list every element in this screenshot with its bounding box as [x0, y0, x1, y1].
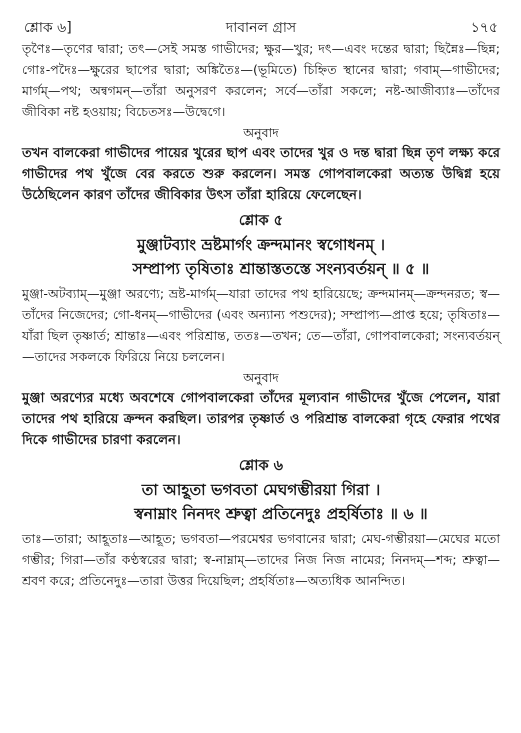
page-header [22, 12, 500, 38]
verse-5-line-2: সম্প্রাপ্য তৃষিতাঃ শ্রান্তাস্ততস্তে সংন্যবর্তয়ন্ ॥ ৫ ॥ [132, 260, 430, 278]
page-number: ১৭৫ [470, 20, 498, 36]
translation-heading-4: অনুবাদ [243, 125, 279, 140]
book-page [22, 12, 500, 591]
header-chapter-ref: শ্লোক ৬] [24, 20, 72, 36]
verse-5-text [22, 233, 500, 281]
verse-6-title: শ্লোক ৬ [238, 458, 284, 474]
verse-6-line-2: স্বনাম্নাং নিনদং শ্রুত্বা প্রতিনেদুঃ প্রহর্ষিতাঃ ॥ ৬ ॥ [134, 505, 428, 523]
header-title: দাবানল গ্রাস [225, 20, 297, 36]
translation-4: তখন বালকেরা গাভীদের পায়ের খুরের ছাপ এবং তাদের খুর ও দন্ত দ্বারা ছিন্ন তৃণ লক্ষ্য করে গাভীদের পথ খুঁজে বের করতে শুরু করলেন। সমস্ত গোপবালকেরা অত্যন্ত উদ্বিগ্ন হয়ে উঠেছিলেন কারণ তাঁদের জীবিকার উৎস তাঁরা হারিয়ে ফেলেছেন। [22, 146, 500, 203]
verse-5-title: শ্লোক ৫ [238, 213, 284, 229]
translation-heading-5: অনুবাদ [243, 370, 279, 385]
verse-6-line-1: তা আহূতা ভগবতা মেঘগম্ভীরয়া গিরা । [141, 481, 381, 499]
word-meanings-4: তৃণৈঃ—তৃণের দ্বারা; তৎ—সেই সমস্ত গাভীদের; ক্ষুর—খুর; দৎ—এবং দন্তের দ্বারা; ছিন্নৈঃ—ছিন্ন; গোঃ-পদৈঃ—ক্ষুরের ছাপের দ্বারা; অঙ্কিতৈঃ—(ভূমিতে) চিহ্নিত স্থানের দ্বারা; গবাম্—গাভীদের; মার্গম্—পথ; অন্বগমন্—তাঁরা অনুসরণ করলেন; সর্বে—তাঁরা সকলে; নষ্ট-আজীব্যাঃ—তাঁদের জীবিকা নষ্ট হওয়ায়; বিচেতসঃ—উদ্বেগে। [22, 41, 500, 119]
verse-6-text [22, 478, 500, 526]
translation-5: মুঞ্জা অরণ্যের মধ্যে অবশেষে গোপবালকেরা তাঁদের মূল্যবান গাভীদের খুঁজে পেলেন, যারা তাদের পথ হারিয়ে ক্রন্দন করছিল। তারপর তৃষ্ণার্ত ও পরিশ্রান্ত বালকেরা গৃহে ফেরার পথের দিকে গাভীদের চারণা করলেন। [22, 391, 500, 448]
word-meanings-6: তাঃ—তারা; আহূতাঃ—আহূত; ভগবতা—পরমেশ্বর ভগবানের দ্বারা; মেঘ-গম্ভীরয়া—মেঘের মতো গম্ভীর; গিরা—তাঁর কণ্ঠস্বরের দ্বারা; স্ব-নাম্নাম্—তাদের নিজ নিজ নামের; নিনদম্—শব্দ; শ্রুত্বা—শ্রবণ করে; প্রতিনেদুঃ—তারা উত্তর দিয়েছিল; প্রহর্ষিতাঃ—অত্যধিক আনন্দিত। [22, 531, 500, 588]
word-meanings-5: মুঞ্জা-অটব্যাম্—মুঞ্জা অরণ্যে; ভ্রষ্ট-মার্গম্—যারা তাদের পথ হারিয়েছে; ক্রন্দমানম্—ক্রন্দনরত; স্ব—তাঁদের নিজেদের; গো-ধনম্—গাভীদের (এবং অন্যান্য পশুদের); সম্প্রাপ্য—প্রাপ্ত হয়ে; তৃষিতাঃ—যাঁরা ছিল তৃষ্ণার্ত; শ্রান্তাঃ—এবং পরিশ্রান্ত, ততঃ—তখন; তে—তাঁরা, গোপবালকেরা; সংন্যবর্তয়ন্—তাদের সকলকে ফিরিয়ে নিয়ে চললেন। [22, 286, 500, 364]
verse-5-line-1: মুঞ্জাটব্যাং ভ্রষ্টমার্গং ক্রন্দমানং স্বগোধনম্ । [136, 236, 386, 254]
